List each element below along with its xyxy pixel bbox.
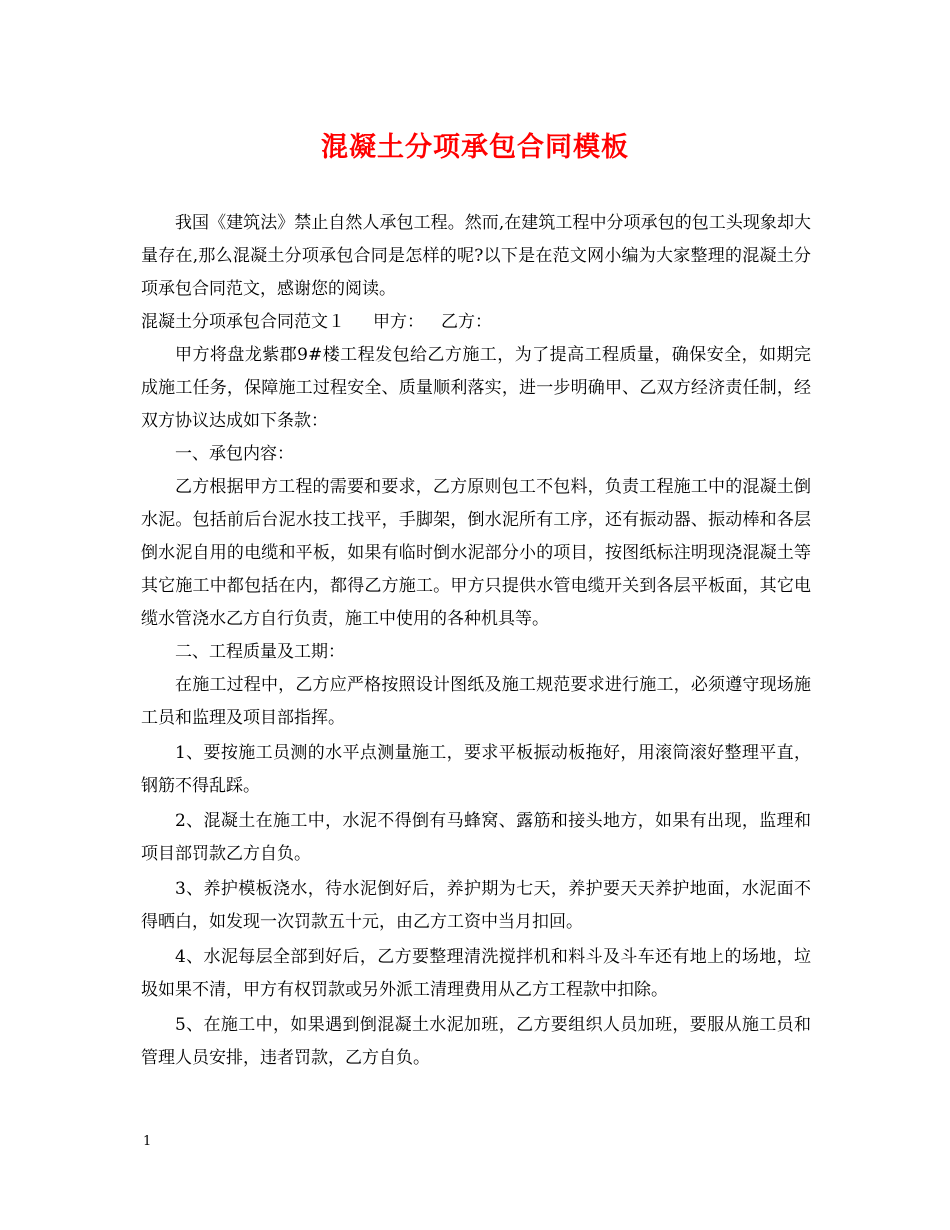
section-paragraph: 在施工过程中，乙方应严格按照设计图纸及施工规范要求进行施工，必须遵守现场施工员和监理及项目部指挥。 [141, 675, 811, 728]
section-paragraph: 乙方根据甲方工程的需要和要求，乙方原则包工不包料，负责工程施工中的混凝土倒水泥。包括前后台泥水技工找平，手脚架，倒水泥所有工序，还有振动器、振动棒和各层倒水泥自用的电缆和平板，如果有临时倒水泥部分小的项目，按图纸标注明现浇混凝土等其它施工中都包括在内，都得乙方施工。甲方只提供水管电缆开关到各层平板面，其它电缆水管浇水乙方自行负责，施工中使用的各种机具等。 [141, 477, 811, 629]
clause-paragraph: 2、混凝土在施工中，水泥不得倒有马蜂窝、露筋和接头地方，如果有出现，监理和项目部罚款乙方自负。 [141, 811, 811, 864]
clause-paragraph: 4、水泥每层全部到好后，乙方要整理清洗搅拌机和料斗及斗车还有地上的场地，垃圾如果不清，甲方有权罚款或另外派工清理费用从乙方工程款中扣除。 [141, 947, 811, 1000]
document-body [141, 207, 811, 1075]
sample-heading-line [141, 306, 811, 339]
clause-paragraph: 5、在施工中，如果遇到倒混凝土水泥加班，乙方要组织人员加班，要服从施工员和管理人员安排，违者罚款，乙方自负。 [141, 1015, 811, 1068]
preamble-paragraph: 甲方将盘龙紫郡9#楼工程发包给乙方施工，为了提高工程质量，确保安全，如期完成施工任务，保障施工过程安全、质量顺利落实，进一步明确甲、乙双方经济责任制，经双方协议达成如下条款： [141, 345, 811, 431]
document-title: 混凝土分项承包合同模板 [321, 132, 629, 163]
party-a-label: 甲方： [373, 312, 424, 332]
section-heading: 二、工程质量及工期： [175, 642, 345, 662]
clause-paragraph: 1、要按施工员测的水平点测量施工，要求平板振动板拖好，用滚筒滚好整理平直，钢筋不得乱踩。 [141, 743, 811, 796]
clause-paragraph: 3、养护模板浇水，待水泥倒好后，养护期为七天，养护要天天养护地面，水泥面不得晒白，如发现一次罚款五十元，由乙方工资中当月扣回。 [141, 879, 811, 932]
page-number: 1 [143, 1134, 152, 1149]
party-b-label: 乙方： [441, 312, 492, 332]
section-heading: 一、承包内容： [175, 444, 294, 464]
intro-paragraph: 我国《建筑法》禁止自然人承包工程。然而,在建筑工程中分项承包的包工头现象却大量存在,那么混凝土分项承包合同是怎样的呢?以下是在范文网小编为大家整理的混凝土分项承包合同范文，感谢您的阅读。 [141, 213, 811, 299]
sample-heading: 混凝土分项承包合同范文１ [141, 312, 345, 332]
